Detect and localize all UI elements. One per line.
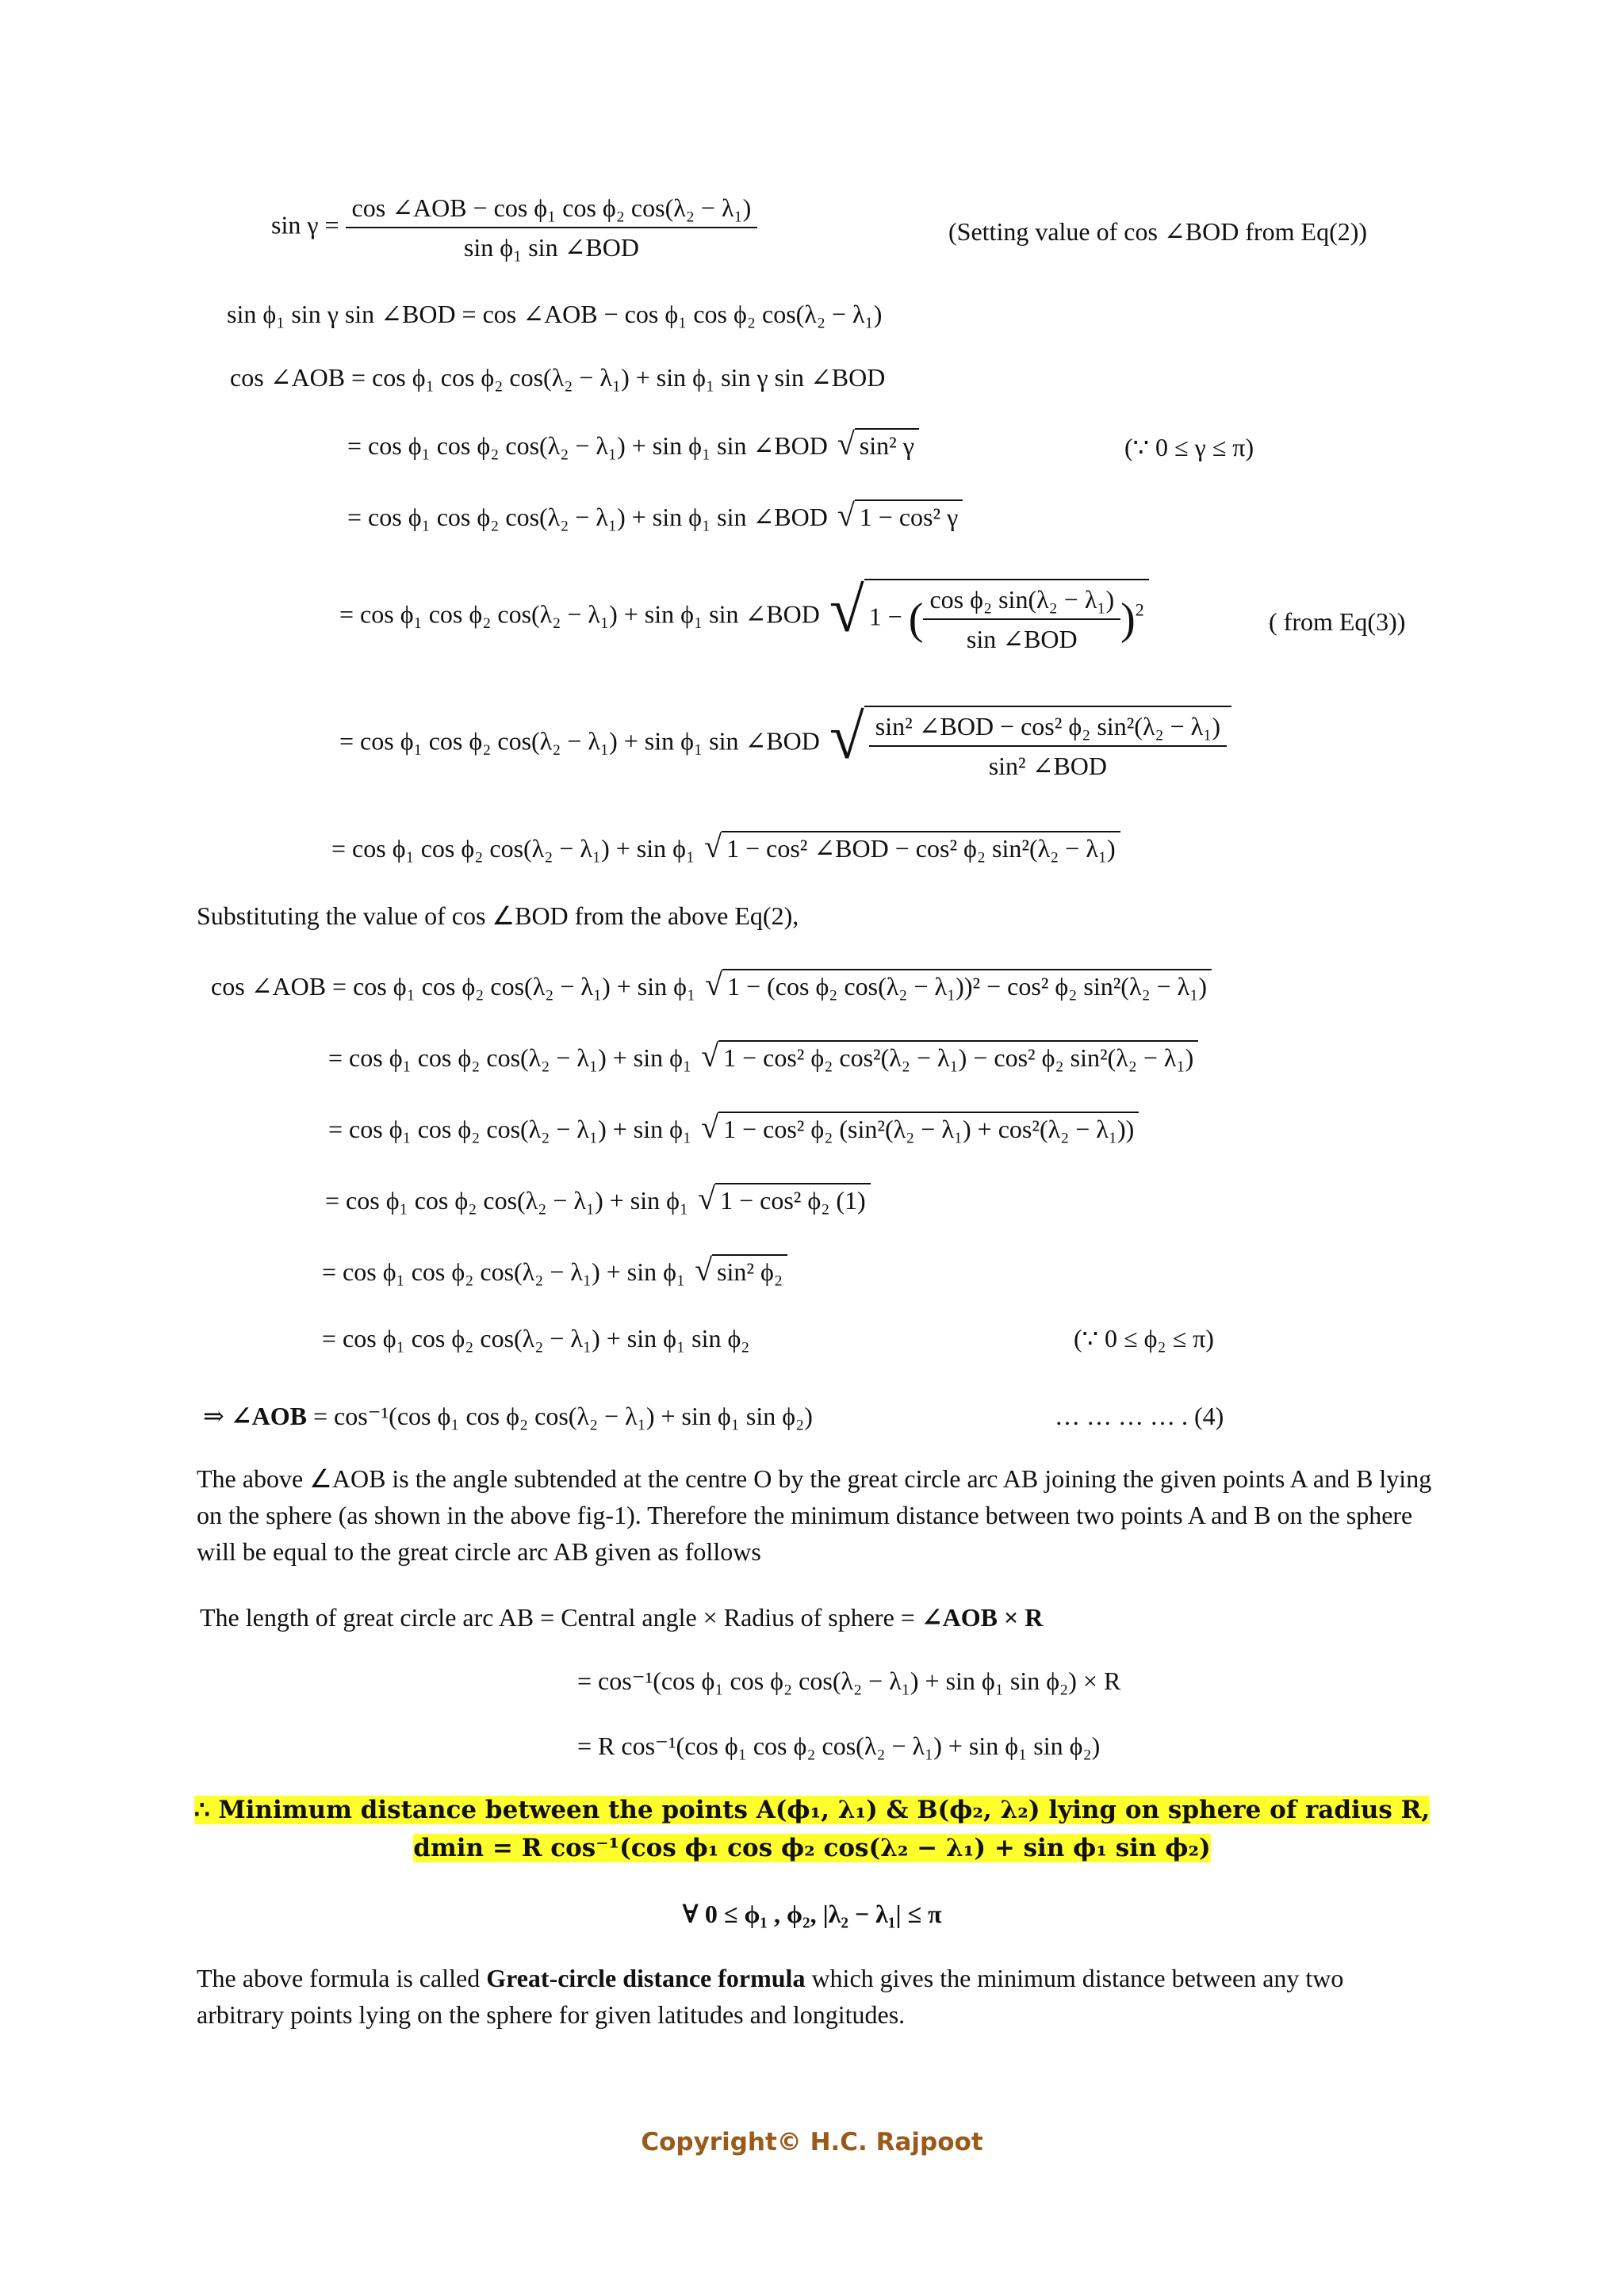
equation-note: (∵ 0 ≤ γ ≤ π) xyxy=(1124,433,1254,461)
eq-prefix: = cos ϕ₁ cos ϕ₂ cos(λ₂ − λ₁) + sin ϕ₁ sin ∠BOD xyxy=(347,431,828,460)
eq-prefix: cos ∠AOB = cos ϕ₁ cos ϕ₂ cos(λ₂ − λ₁) + sin ϕ₁ xyxy=(211,972,696,1001)
sqrt: √ $\frac{\text{sin² ∠BOD − cos² ϕ₂ sin²(λ₂ − λ₁)}}{\text{sin² ∠BOD}}$ xyxy=(826,706,1231,782)
sqrt: √ 1 − cos² ϕ₂ (1) xyxy=(695,1183,871,1216)
eq-rest: = cos⁻¹(cos ϕ₁ cos ϕ₂ cos(λ₂ − λ₁) + sin ϕ₁ sin ϕ₂) xyxy=(312,1402,813,1430)
fraction xyxy=(869,710,1227,782)
equation-9 xyxy=(211,966,1212,1002)
denominator: sin ∠BOD xyxy=(966,625,1078,653)
eq-prefix: = cos ϕ₁ cos ϕ₂ cos(λ₂ − λ₁) + sin ϕ₁ xyxy=(328,1115,692,1143)
radicand: 1 − cos² ∠BOD − cos² ϕ₂ sin²(λ₂ − λ₁) xyxy=(722,831,1120,864)
equation-number: … … … … . (4) xyxy=(1055,1402,1224,1430)
eq-prefix: = cos ϕ₁ cos ϕ₂ cos(λ₂ − λ₁) + sin ϕ₁ sin ∠BOD xyxy=(347,503,828,531)
sqrt: √ sin² ϕ₂ xyxy=(691,1254,787,1288)
eq-prefix: = cos ϕ₁ cos ϕ₂ cos(λ₂ − λ₁) + sin ϕ₁ xyxy=(322,1257,686,1286)
sqrt: √ 1 − cos² ϕ₂ (sin²(λ₂ − λ₁) + cos²(λ₂ − λ₁)) xyxy=(698,1112,1139,1145)
radicand: 1 − cos² γ xyxy=(855,499,963,533)
copyright-footer: Copyright© H.C. Rajpoot xyxy=(641,2128,983,2156)
fraction xyxy=(923,584,1120,655)
equation-note: (Setting value of cos ∠BOD from Eq(2)) xyxy=(948,217,1368,246)
radicand: 1 − cos² ϕ₂ (1) xyxy=(715,1183,871,1216)
sqrt: √ 1 − (cos ϕ₂ cos(λ₂ − λ₁))² − cos² ϕ₂ sin²(λ₂ − λ₁) xyxy=(702,969,1212,1002)
eq-prefix: = cos ϕ₁ cos ϕ₂ cos(λ₂ − λ₁) + sin ϕ₁ sin ∠BOD xyxy=(339,599,820,629)
sqrt: √ 1 − cos² ∠BOD − cos² ϕ₂ sin²(λ₂ − λ₁) xyxy=(701,831,1120,864)
sqrt: √ 1 − cos² ϕ₂ cos²(λ₂ − λ₁) − cos² ϕ₂ sin²(λ₂ − λ₁) xyxy=(698,1040,1198,1073)
explanation-paragraph: The above ∠AOB is the angle subtended at the centre O by the great circle arc AB joining the given points A and B lying on the sphere (as shown in the above fig-1). Therefore the minimum distance between two points A and B on the sphere will be equal to the great circle arc AB given as follows xyxy=(197,1464,1432,1566)
denominator: sin ϕ₁ sin ∠BOD xyxy=(463,233,639,262)
equation-13 xyxy=(322,1254,787,1288)
formula-name: Great-circle distance formula xyxy=(486,1964,806,1992)
eq-bold: ∠AOB × R xyxy=(921,1603,1044,1632)
angle-aob: ∠AOB xyxy=(230,1402,307,1430)
equation-16 xyxy=(200,1601,1043,1633)
radicand-prefix: 1 − xyxy=(868,602,902,631)
sqrt: √ 1 − cos² γ xyxy=(834,499,963,533)
condition: ∀ 0 ≤ ϕ₁ , ϕ₂, |λ₂ − λ₁| ≤ π xyxy=(682,1900,942,1928)
implies-arrow: ⇒ xyxy=(203,1402,224,1430)
numerator: cos ϕ₂ sin(λ₂ − λ₁) xyxy=(923,584,1120,620)
equation-sin-gamma xyxy=(271,192,757,263)
equation-11 xyxy=(328,1109,1139,1145)
result-highlight-1: ∴ Minimum distance between the points A(ϕ₁, λ₁) & B(ϕ₂, λ₂) lying on sphere of radius R, xyxy=(193,1796,1431,1824)
eq-lhs: sin γ = xyxy=(271,210,339,239)
equation-5 xyxy=(347,499,963,533)
radicand: 1 − (cos ϕ₂ cos(λ₂ − λ₁))² − cos² ϕ₂ sin²(λ₂ − λ₁) xyxy=(722,969,1212,1002)
denominator: sin² ∠BOD xyxy=(988,752,1108,780)
eq-prefix: = cos ϕ₁ cos ϕ₂ cos(λ₂ − λ₁) + sin ϕ₁ sin ∠BOD xyxy=(339,726,820,756)
equation-10 xyxy=(328,1040,1198,1073)
numerator: sin² ∠BOD − cos² ϕ₂ sin²(λ₂ − λ₁) xyxy=(869,710,1227,747)
eq-prefix: = cos ϕ₁ cos ϕ₂ cos(λ₂ − λ₁) + sin ϕ₁ xyxy=(325,1186,689,1215)
eq-prefix: = cos ϕ₁ cos ϕ₂ cos(λ₂ − λ₁) + sin ϕ₁ xyxy=(328,1043,692,1072)
radicand: 1 − cos² ϕ₂ (sin²(λ₂ − λ₁) + cos²(λ₂ − λ₁)) xyxy=(718,1112,1139,1145)
equation-18: = R cos⁻¹(cos ϕ₁ cos ϕ₂ cos(λ₂ − λ₁) + sin ϕ₁ sin ϕ₂) xyxy=(577,1732,1101,1760)
equation-note: (∵ 0 ≤ ϕ₂ ≤ π) xyxy=(1074,1324,1214,1353)
substitution-text: Substituting the value of cos ∠BOD from the above Eq(2), xyxy=(197,901,799,930)
numerator: cos ∠AOB − cos ϕ₁ cos ϕ₂ cos(λ₂ − λ₁) xyxy=(346,192,758,228)
radicand: sin² γ xyxy=(855,428,919,461)
equation-8 xyxy=(331,828,1120,864)
equation-3: cos ∠AOB = cos ϕ₁ cos ϕ₂ cos(λ₂ − λ₁) + sin ϕ₁ sin γ sin ∠BOD xyxy=(230,363,886,392)
fraction xyxy=(346,192,758,263)
result-line-1 xyxy=(0,1793,1624,1826)
result-highlight-2: dmin = R cos⁻¹(cos ϕ₁ cos ϕ₂ cos(λ₂ − λ₁) + sin ϕ₁ sin ϕ₂) xyxy=(413,1834,1211,1862)
radicand: sin² ϕ₂ xyxy=(712,1254,787,1288)
conclusion-post: which gives the minimum distance between any two arbitrary points lying on the sphere for given latitudes and longitudes. xyxy=(197,1964,1344,2029)
equation-14: = cos ϕ₁ cos ϕ₂ cos(λ₂ − λ₁) + sin ϕ₁ sin ϕ₂ xyxy=(322,1324,750,1353)
sqrt: √ sin² γ xyxy=(834,428,919,461)
equation-6 xyxy=(339,576,1149,655)
eq-prefix: = cos ϕ₁ cos ϕ₂ cos(λ₂ − λ₁) + sin ϕ₁ xyxy=(331,834,695,863)
equation-12 xyxy=(325,1183,871,1216)
radicand: 1 − cos² ϕ₂ cos²(λ₂ − λ₁) − cos² ϕ₂ sin²(λ₂ − λ₁) xyxy=(718,1040,1198,1073)
sqrt: √ 1 − ( $\frac{\text{cos ϕ₂ sin(λ₂ − λ₁)}}{\text{sin ∠BOD}}$ )$^2$ xyxy=(826,579,1149,655)
equation-note: ( from Eq(3)) xyxy=(1269,607,1406,636)
equation-2: sin ϕ₁ sin γ sin ∠BOD = cos ∠AOB − cos ϕ₁ cos ϕ₂ cos(λ₂ − λ₁) xyxy=(227,300,883,328)
equation-7 xyxy=(339,702,1231,782)
equation-17: = cos⁻¹(cos ϕ₁ cos ϕ₂ cos(λ₂ − λ₁) + sin ϕ₁ sin ϕ₂) × R xyxy=(577,1667,1121,1695)
eq-text: The length of great circle arc AB = Central angle × Radius of sphere = xyxy=(200,1603,915,1632)
equation-4 xyxy=(347,428,919,461)
conclusion-pre: The above formula is called xyxy=(197,1964,487,1992)
equation-15 xyxy=(203,1400,813,1432)
result-line-2 xyxy=(0,1831,1624,1864)
conclusion-paragraph xyxy=(197,1960,1434,2033)
